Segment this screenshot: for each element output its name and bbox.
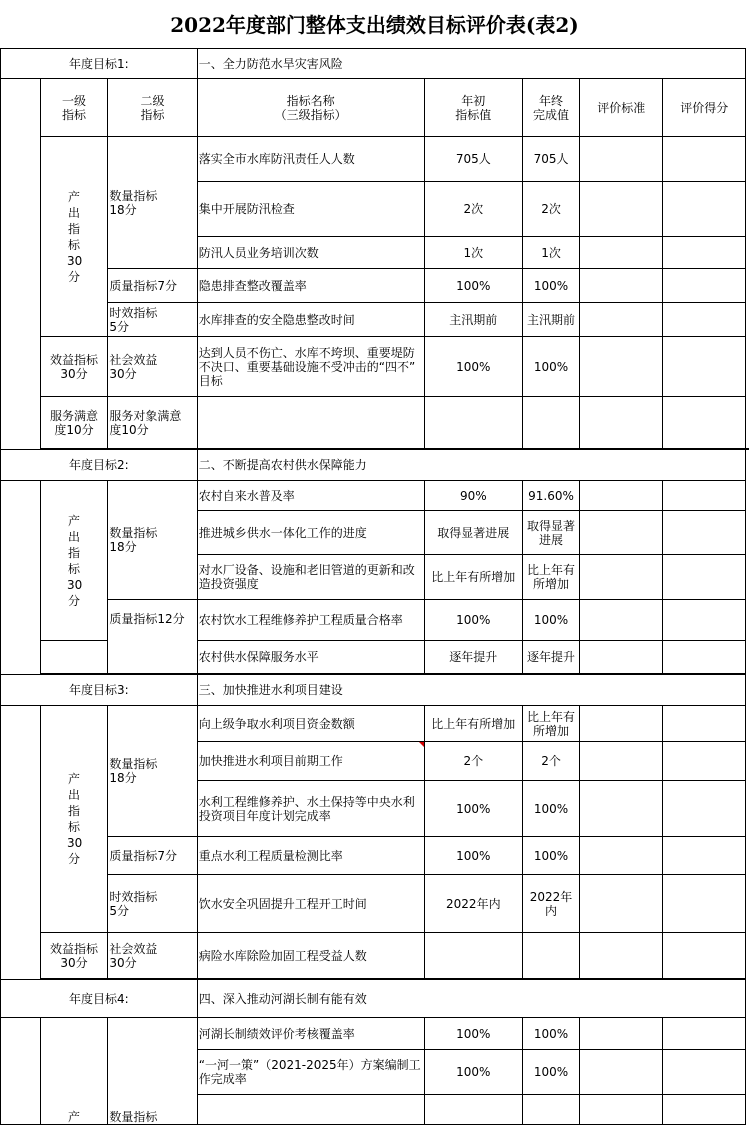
indent-cell: [1, 1018, 41, 1125]
score-cell[interactable]: [663, 269, 746, 303]
end-value: 2个: [523, 742, 580, 781]
score-cell[interactable]: [663, 875, 746, 933]
end-value: 比上年有所增加: [523, 555, 580, 600]
score-cell[interactable]: [663, 1018, 746, 1050]
score-cell[interactable]: [663, 1095, 746, 1125]
level2-cell: 时效指标 5分: [108, 875, 197, 933]
start-value: 100%: [424, 837, 523, 875]
table-row: [1, 269, 749, 303]
end-value: 2次: [523, 182, 580, 237]
start-value: 1次: [424, 237, 523, 269]
level2-cell: 数量指标 18分: [108, 706, 197, 837]
end-value: 逐年提升: [523, 641, 580, 674]
criteria-cell[interactable]: [579, 137, 662, 182]
start-value: [424, 933, 523, 979]
criteria-cell[interactable]: [579, 875, 662, 933]
table-row: [1, 933, 749, 979]
indicator-name: 集中开展防汛检查: [197, 182, 424, 237]
start-value: 100%: [424, 1018, 523, 1050]
criteria-cell[interactable]: [579, 182, 662, 237]
table-row: [1, 706, 749, 742]
score-cell[interactable]: [663, 337, 746, 397]
score-cell[interactable]: [663, 600, 746, 641]
end-value: 100%: [523, 600, 580, 641]
score-cell[interactable]: [663, 706, 746, 742]
goal-label: 年度目标1:: [1, 49, 198, 79]
criteria-cell[interactable]: [579, 600, 662, 641]
end-value: [523, 933, 580, 979]
criteria-cell[interactable]: [579, 303, 662, 337]
goal-text: 二、不断提高农村供水保障能力: [197, 450, 745, 481]
indicator-name: 水利工程维修养护、水土保持等中央水利投资项目年度计划完成率: [197, 781, 424, 837]
level1-cell: 产 出 指 标 30 分: [40, 137, 108, 337]
level2-cell: 质量指标7分: [108, 837, 197, 875]
end-value: 2022年 内: [523, 875, 580, 933]
end-value: [523, 1095, 580, 1125]
criteria-cell[interactable]: [579, 337, 662, 397]
end-value: 比上年有所增加: [523, 706, 580, 742]
table-row: [1, 481, 749, 511]
level2-cell: 社会效益 30分: [108, 337, 197, 397]
indent-cell: [1, 706, 41, 980]
goal-label: 年度目标2:: [1, 450, 198, 481]
start-value: [424, 397, 523, 449]
indicator-name: 农村供水保障服务水平: [197, 641, 424, 674]
end-value: 取得显著进展: [523, 511, 580, 555]
header-criteria: 评价标准: [579, 79, 662, 137]
goal-label: 年度目标4:: [1, 980, 198, 1018]
header-end-value: 年终 完成值: [523, 79, 580, 137]
criteria-cell[interactable]: [579, 1050, 662, 1095]
indicator-name: 饮水安全巩固提升工程开工时间: [197, 875, 424, 933]
start-value: 取得显著进展: [424, 511, 523, 555]
score-cell[interactable]: [663, 781, 746, 837]
indicator-name: 病险水库除险加固工程受益人数: [197, 933, 424, 979]
column-header-row: [1, 79, 749, 137]
goal-row: [1, 675, 749, 706]
header-level1: 一级 指标: [40, 79, 108, 137]
start-value: 主汛期前: [424, 303, 523, 337]
indicator-name: [197, 397, 424, 449]
score-cell[interactable]: [663, 933, 746, 979]
criteria-cell[interactable]: [579, 481, 662, 511]
end-value: 705人: [523, 137, 580, 182]
score-cell[interactable]: [663, 555, 746, 600]
table-row: [1, 837, 749, 875]
end-value: 100%: [523, 1018, 580, 1050]
goal-text: 三、加快推进水利项目建设: [197, 675, 745, 706]
score-cell[interactable]: [663, 742, 746, 781]
goal-text: 一、全力防范水旱灾害风险: [197, 49, 745, 79]
indent-cell: [1, 481, 41, 675]
indicator-name: 河湖长制绩效评价考核覆盖率: [197, 1018, 424, 1050]
start-value: 100%: [424, 269, 523, 303]
indicator-name: [197, 1095, 424, 1125]
table-row: [1, 397, 749, 449]
score-cell[interactable]: [663, 511, 746, 555]
criteria-cell[interactable]: [579, 641, 662, 674]
end-value: 100%: [523, 269, 580, 303]
indicator-name: 水库排查的安全隐患整改时间: [197, 303, 424, 337]
criteria-cell[interactable]: [579, 397, 662, 449]
start-value: 比上年有所增加: [424, 706, 523, 742]
goal-row: [1, 450, 749, 481]
score-cell[interactable]: [663, 303, 746, 337]
start-value: 90%: [424, 481, 523, 511]
criteria-cell[interactable]: [579, 742, 662, 781]
end-value: 100%: [523, 1050, 580, 1095]
indicator-name: 农村饮水工程维修养护工程质量合格率: [197, 600, 424, 641]
level2-cell: 数量指标: [108, 1018, 197, 1125]
criteria-cell[interactable]: [579, 1018, 662, 1050]
level2-cell: 服务对象满意 度10分: [108, 397, 197, 449]
start-value: 100%: [424, 1050, 523, 1095]
start-value: 705人: [424, 137, 523, 182]
indicator-name: “一河一策”（2021-2025年）方案编制工作完成率: [197, 1050, 424, 1095]
start-value: 2022年内: [424, 875, 523, 933]
criteria-cell[interactable]: [579, 837, 662, 875]
score-cell[interactable]: [663, 641, 746, 674]
level1-cell: 效益指标 30分: [40, 337, 108, 397]
goal-row: [1, 980, 749, 1018]
level2-cell: 质量指标7分: [108, 269, 197, 303]
criteria-cell[interactable]: [579, 1095, 662, 1125]
start-value: 100%: [424, 600, 523, 641]
start-value: 逐年提升: [424, 641, 523, 674]
level2-cell: 时效指标 5分: [108, 303, 197, 337]
score-cell[interactable]: [663, 182, 746, 237]
score-cell[interactable]: [663, 481, 746, 511]
indicator-name: 达到人员不伤亡、水库不垮坝、重要堤防不决口、重要基础设施不受冲击的“四不” 目标: [197, 337, 424, 397]
indicator-name: 加快推进水利项目前期工作: [197, 742, 424, 781]
criteria-cell[interactable]: [579, 933, 662, 979]
end-value: 主汛期前: [523, 303, 580, 337]
end-value: 100%: [523, 337, 580, 397]
level2-cell: 质量指标12分: [108, 600, 197, 674]
goal-text: 四、深入推动河湖长制有能有效: [197, 980, 745, 1018]
level1-cell: 产: [40, 1018, 108, 1125]
score-cell[interactable]: [663, 1050, 746, 1095]
header-start-value: 年初 指标值: [424, 79, 523, 137]
level2-cell: 数量指标 18分: [108, 137, 197, 269]
indicator-name: 隐患排查整改覆盖率: [197, 269, 424, 303]
end-value: 100%: [523, 837, 580, 875]
level1-cell: [40, 641, 108, 674]
performance-table: [0, 48, 749, 1125]
start-value: 100%: [424, 337, 523, 397]
start-value: 2次: [424, 182, 523, 237]
table-row: [1, 875, 749, 933]
level2-cell: 社会效益 30分: [108, 933, 197, 979]
criteria-cell[interactable]: [579, 269, 662, 303]
level2-cell: 数量指标 18分: [108, 481, 197, 600]
table-row: [1, 303, 749, 337]
header-score: 评价得分: [663, 79, 746, 137]
end-value: 91.60%: [523, 481, 580, 511]
header-name: 指标名称 （三级指标）: [197, 79, 424, 137]
criteria-cell[interactable]: [579, 555, 662, 600]
comment-marker-icon: [419, 742, 424, 747]
table-row: [1, 600, 749, 641]
indicator-name: 防汛人员业务培训次数: [197, 237, 424, 269]
goal-row: [1, 49, 749, 79]
score-cell[interactable]: [663, 137, 746, 182]
level1-cell: 产 出 指 标 30 分: [40, 481, 108, 641]
score-cell[interactable]: [663, 397, 746, 449]
start-value: 2个: [424, 742, 523, 781]
level1-cell: 效益指标 30分: [40, 933, 108, 979]
level1-cell: 服务满意 度10分: [40, 397, 108, 449]
table-row: [1, 337, 749, 397]
indicator-name: 重点水利工程质量检测比率: [197, 837, 424, 875]
indicator-name: 落实全市水库防汛责任人人数: [197, 137, 424, 182]
indicator-name: 农村自来水普及率: [197, 481, 424, 511]
criteria-cell[interactable]: [579, 781, 662, 837]
score-cell[interactable]: [663, 237, 746, 269]
start-value: 100%: [424, 781, 523, 837]
indicator-name: 推进城乡供水一体化工作的进度: [197, 511, 424, 555]
header-level2: 二级 指标: [108, 79, 197, 137]
criteria-cell[interactable]: [579, 706, 662, 742]
indent-cell: [1, 79, 41, 450]
criteria-cell[interactable]: [579, 237, 662, 269]
page-title: 2022年度部门整体支出绩效目标评价表(表2): [170, 13, 579, 37]
criteria-cell[interactable]: [579, 511, 662, 555]
indicator-name: 向上级争取水利项目资金数额: [197, 706, 424, 742]
goal-label: 年度目标3:: [1, 675, 198, 706]
end-value: 1次: [523, 237, 580, 269]
end-value: [523, 397, 580, 449]
table-row: [1, 137, 749, 182]
table-row: [1, 1018, 749, 1050]
score-cell[interactable]: [663, 837, 746, 875]
level1-cell: 产 出 指 标 30 分: [40, 706, 108, 933]
start-value: [424, 1095, 523, 1125]
end-value: 100%: [523, 781, 580, 837]
start-value: 比上年有所增加: [424, 555, 523, 600]
indicator-name: 对水厂设备、设施和老旧管道的更新和改造投资强度: [197, 555, 424, 600]
